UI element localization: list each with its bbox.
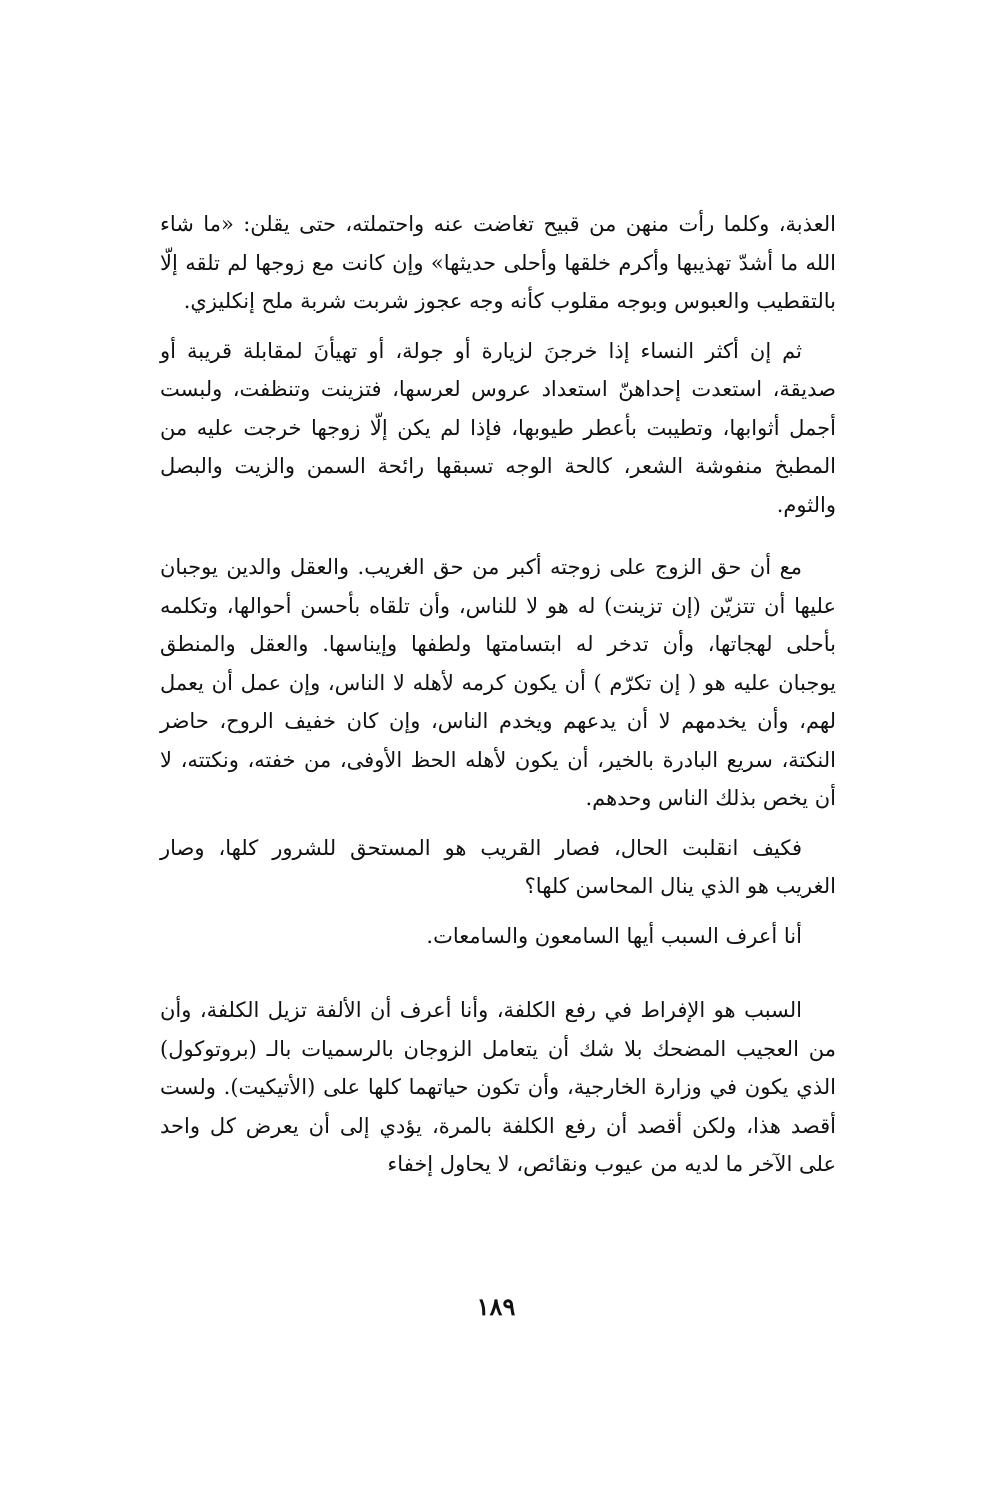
paragraph-1: العذبة، وكلما رأت منهن من قبيح تغاضت عنه واحتملته، حتى يقلن: «ما شاء الله ما أشدّ تهذيبها وأكرم خلقها وأحلى حديثها» وإن كانت مع زوجها لم تلقه إلّا بالتقطيب والعبوس وبوجه مقلوب كأنه وجه عجوز شربت شربة ملح إنكليزي. [160,212,836,313]
paragraph-2: ثم إن أكثر النساء إذا خرجنَ لزيارة أو جولة، أو تهيأنَ لمقابلة قريبة أو صديقة، استعدت إحداهنّ استعداد عروس لعرسها، فتزينت وتنظفت، ولبست أجمل أثوابها، وتطيبت بأعطر طيوبها، فإذا لم يكن إلّا زوجها خرجت عليه من المطبخ منفوشة الشعر، كالحة الوجه تسبقها رائحة السمن والزيت والبصل والثوم. [160,338,836,517]
page-number: ١٨٩ [476,1292,516,1321]
paragraph-4: فكيف انقلبت الحال، فصار القريب هو المستحق للشرور كلها، وصار الغريب هو الذي ينال المحاسن كلها؟ [160,835,836,898]
paragraph-3: مع أن حق الزوج على زوجته أكبر من حق الغريب. والعقل والدين يوجبان عليها أن تتزيّن (إن تزينت) له هو لا للناس، وأن تلقاه بأحسن أحوالها، وتكلمه بأحلى لهجاتها، وأن تدخر له ابتسامتها ولطفها وإيناسها. والعقل والمنطق يوجبان عليه هو ( إن تكرّم ) أن يكون كرمه لأهله لا الناس، وإن عمل أن يعمل لهم، وأن يخدمهم لا أن يدعهم ويخدم الناس، وإن كان خفيف الروح، حاضر النكتة، سريع البادرة بالخير، أن يكون لأهله الحظ الأوفى، من خفته، ونكتته، لا أن يخص بذلك الناس وحدهم. [160,555,836,810]
paragraph-5: أنا أعرف السبب أيها السامعون والسامعات. [426,923,802,948]
body-text [160,205,836,1195]
paragraph-6: السبب هو الإفراط في رفع الكلفة، وأنا أعرف أن الألفة تزيل الكلفة، وأن من العجيب المضحك بلا شك أن يتعامل الزوجان بالرسميات بالـ (بروتوكول) الذي يكون في وزارة الخارجية، وأن تكون حياتهما كلها على (الأتيكيت). ولست أقصد هذا، ولكن أقصد أن رفع الكلفة بالمرة، يؤدي إلى أن يعرض كل واحد على الآخر ما لديه من عيوب ونقائص، لا يحاول إخفاء [160,998,836,1176]
